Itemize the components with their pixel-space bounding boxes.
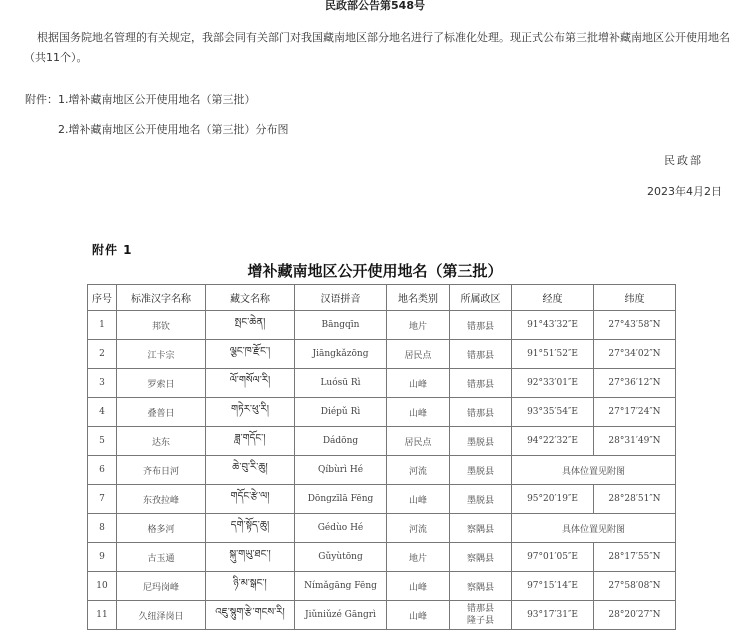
cell-tibetan: ཟླ་གདོང་། <box>206 427 295 456</box>
cell-no: 6 <box>88 456 117 485</box>
cell-region-line: 错那县 <box>466 604 494 614</box>
cell-region: 错那县 <box>450 398 512 427</box>
cell-category: 河流 <box>387 456 450 485</box>
cell-name: 罗索日 <box>117 369 206 398</box>
cell-longitude: 91°43′32″E <box>512 311 594 340</box>
cell-latitude: 27°43′58″N <box>594 311 676 340</box>
cell-category: 山峰 <box>387 601 450 630</box>
cell-longitude: 92°33′01″E <box>512 369 594 398</box>
cell-latitude: 28°20′27″N <box>594 601 676 630</box>
cell-tibetan: ཆེ་བུ་རི་ཆུ། <box>206 456 295 485</box>
cell-pinyin: Gǔyùtōng <box>295 543 387 572</box>
cell-region <box>450 601 512 630</box>
col-header-no: 序号 <box>88 285 117 311</box>
cell-pinyin: Luósū Rì <box>295 369 387 398</box>
cell-latitude: 27°58′08″N <box>594 572 676 601</box>
signature: 民政部 <box>664 154 703 167</box>
col-header-longitude: 经度 <box>512 285 594 311</box>
table-row <box>88 340 676 369</box>
cell-longitude: 95°20′19″E <box>512 485 594 514</box>
cell-name: 尼玛岗峰 <box>117 572 206 601</box>
table-row <box>88 572 676 601</box>
col-header-category: 地名类别 <box>387 285 450 311</box>
cell-region: 察隅县 <box>450 543 512 572</box>
col-header-latitude: 纬度 <box>594 285 676 311</box>
cell-name: 邦钦 <box>117 311 206 340</box>
cell-tibetan: སྐུ་གཡུ་ཐང་། <box>206 543 295 572</box>
cell-longitude: 93°35′54″E <box>512 398 594 427</box>
place-names-table <box>87 284 676 630</box>
col-header-name: 标准汉字名称 <box>117 285 206 311</box>
cell-tibetan: ཉི་མ་སྒང་། <box>206 572 295 601</box>
cell-name: 古玉通 <box>117 543 206 572</box>
cell-name: 齐布日河 <box>117 456 206 485</box>
cell-region: 错那县 <box>450 369 512 398</box>
cell-no: 5 <box>88 427 117 456</box>
cell-latitude: 28°17′55″N <box>594 543 676 572</box>
cell-category: 地片 <box>387 311 450 340</box>
cell-category: 山峰 <box>387 398 450 427</box>
cell-latitude: 28°28′51″N <box>594 485 676 514</box>
table-row <box>88 543 676 572</box>
table-row <box>88 456 676 485</box>
cell-pinyin: Bāngqīn <box>295 311 387 340</box>
table-title: 增补藏南地区公开使用地名（第三批） <box>247 262 503 280</box>
cell-region: 墨脱县 <box>450 485 512 514</box>
cell-category: 居民点 <box>387 340 450 369</box>
cell-location-note: 具体位置见附图 <box>512 514 676 543</box>
col-header-region: 所属政区 <box>450 285 512 311</box>
col-header-pinyin: 汉语拼音 <box>295 285 387 311</box>
cell-latitude: 27°17′24″N <box>594 398 676 427</box>
cell-no: 10 <box>88 572 117 601</box>
notice-title: 民政部公告第548号 <box>325 0 425 12</box>
cell-name: 叠普日 <box>117 398 206 427</box>
cell-tibetan: དགེ་སྟོད་ཆུ། <box>206 514 295 543</box>
cell-no: 9 <box>88 543 117 572</box>
cell-no: 3 <box>88 369 117 398</box>
cell-pinyin: Diépǔ Rì <box>295 398 387 427</box>
cell-no: 7 <box>88 485 117 514</box>
cell-category: 山峰 <box>387 369 450 398</box>
cell-name: 达东 <box>117 427 206 456</box>
cell-category: 山峰 <box>387 485 450 514</box>
cell-latitude: 28°31′49″N <box>594 427 676 456</box>
cell-pinyin: Dōngzīlā Fēng <box>295 485 387 514</box>
cell-longitude: 93°17′31″E <box>512 601 594 630</box>
attachment-2: 2.增补藏南地区公开使用地名（第三批）分布图 <box>58 123 289 136</box>
cell-pinyin: Dádōng <box>295 427 387 456</box>
cell-longitude: 97°15′14″E <box>512 572 594 601</box>
cell-region: 墨脱县 <box>450 456 512 485</box>
cell-region: 墨脱县 <box>450 427 512 456</box>
cell-latitude: 27°34′02″N <box>594 340 676 369</box>
cell-tibetan: གཏེར་ཕུ་རི། <box>206 398 295 427</box>
table-row <box>88 427 676 456</box>
notice-body: 根据国务院地名管理的有关规定，我部会同有关部门对我国藏南地区部分地名进行了标准化处理。现正式公布第三批增补藏南地区公开使用地名（共11个）。 <box>24 31 730 64</box>
table-row <box>88 311 676 340</box>
cell-no: 4 <box>88 398 117 427</box>
cell-tibetan: ལོ་གསོལ་རི། <box>206 369 295 398</box>
attachment-1: 附件：1.增补藏南地区公开使用地名（第三批） <box>25 93 256 106</box>
cell-longitude: 91°51′52″E <box>512 340 594 369</box>
cell-category: 居民点 <box>387 427 450 456</box>
cell-no: 11 <box>88 601 117 630</box>
cell-name: 东孜拉峰 <box>117 485 206 514</box>
cell-longitude: 97°01′05″E <box>512 543 594 572</box>
table-row <box>88 398 676 427</box>
table-row <box>88 601 676 630</box>
cell-no: 8 <box>88 514 117 543</box>
cell-tibetan: སྤང་ཆེན། <box>206 311 295 340</box>
cell-name: 久纽泽岗日 <box>117 601 206 630</box>
cell-pinyin: Qíbùrì Hé <box>295 456 387 485</box>
table-row <box>88 485 676 514</box>
annex-label: 附件 1 <box>92 243 133 257</box>
cell-location-note: 具体位置见附图 <box>512 456 676 485</box>
cell-no: 2 <box>88 340 117 369</box>
cell-pinyin: Gédùo Hé <box>295 514 387 543</box>
table-header-row <box>88 285 676 311</box>
cell-category: 山峰 <box>387 572 450 601</box>
table-body <box>88 311 676 630</box>
cell-region-line: 隆子县 <box>466 616 494 626</box>
cell-pinyin: Nímǎgāng Fēng <box>295 572 387 601</box>
cell-name: 格多河 <box>117 514 206 543</box>
table-row <box>88 514 676 543</box>
cell-category: 河流 <box>387 514 450 543</box>
cell-pinyin: Jiāngkǎzōng <box>295 340 387 369</box>
cell-region: 察隅县 <box>450 572 512 601</box>
cell-tibetan: འཇུ་སྙུག་རྩེ་གངས་རི། <box>206 601 295 630</box>
cell-region: 错那县 <box>450 311 512 340</box>
cell-latitude: 27°36′12″N <box>594 369 676 398</box>
notice-date: 2023年4月2日 <box>647 185 722 198</box>
cell-tibetan: གདོང་རྩེ་ལ། <box>206 485 295 514</box>
cell-category: 地片 <box>387 543 450 572</box>
cell-region: 察隅县 <box>450 514 512 543</box>
cell-pinyin: Jiǔniǔzé Gāngrì <box>295 601 387 630</box>
cell-no: 1 <box>88 311 117 340</box>
cell-region: 错那县 <box>450 340 512 369</box>
table-row <box>88 369 676 398</box>
cell-name: 江卡宗 <box>117 340 206 369</box>
cell-tibetan: ལྕང་ཁ་རྫོང་། <box>206 340 295 369</box>
cell-longitude: 94°22′32″E <box>512 427 594 456</box>
col-header-tibetan: 藏文名称 <box>206 285 295 311</box>
